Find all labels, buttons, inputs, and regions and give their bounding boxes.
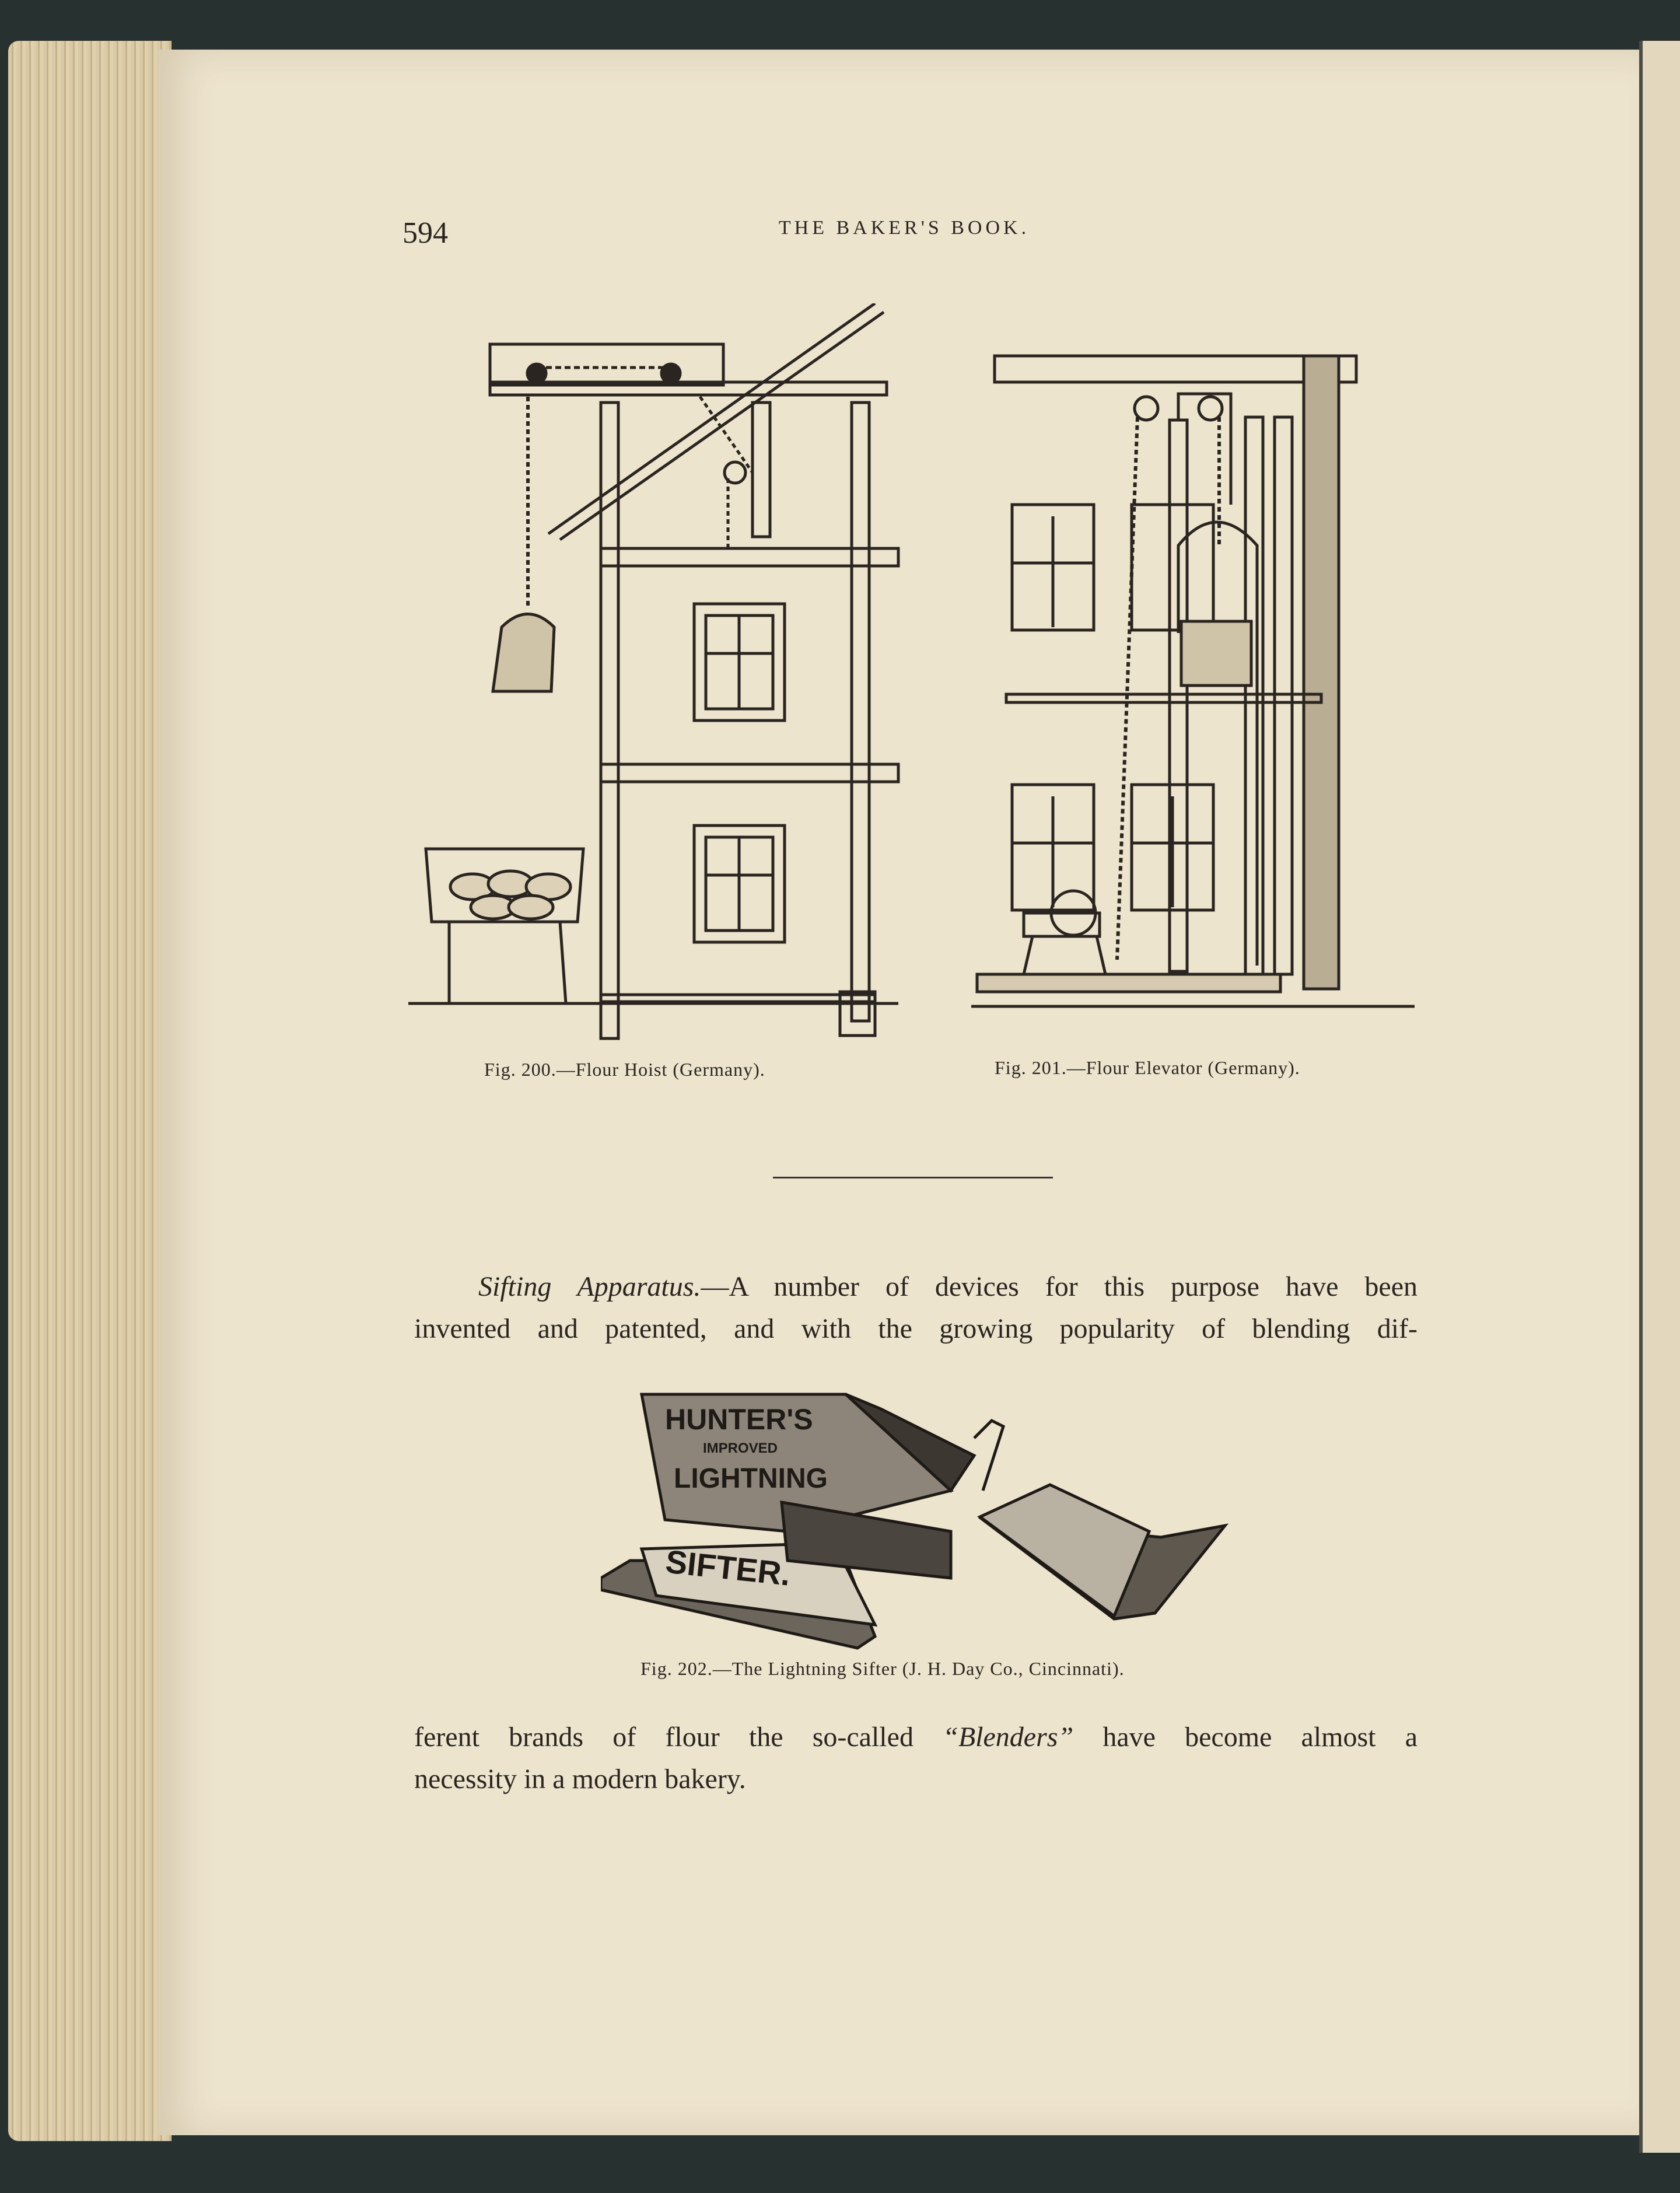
paragraph-2-line-1-pre: ferent brands of flour the so-called bbox=[414, 1722, 943, 1753]
section-divider bbox=[773, 1177, 1053, 1178]
paragraph-2 bbox=[414, 1716, 1418, 1758]
sifter-sign-line-4: SIFTER. bbox=[663, 1543, 793, 1593]
paragraph-2-line-2: necessity in a modern bakery. bbox=[414, 1764, 746, 1795]
blenders-term: “Blenders” bbox=[943, 1722, 1074, 1753]
next-page-edge bbox=[1639, 41, 1680, 2153]
paragraph-1-line-2: invented and patented, and with the growing popularity of blending dif- bbox=[414, 1313, 1418, 1344]
paragraph-2-line-2-block bbox=[414, 1758, 1418, 1800]
page-edges bbox=[8, 41, 172, 2141]
fig-201-caption: Fig. 201.—Flour Elevator (Germany). bbox=[995, 1057, 1300, 1078]
paragraph-2-line-1-post: have become almost a bbox=[1073, 1722, 1418, 1753]
sifter-sign-line-2: IMPROVED bbox=[703, 1440, 778, 1456]
paragraph-1-line-2-block bbox=[414, 1308, 1418, 1350]
fig-200-caption: Fig. 200.—Flour Hoist (Germany). bbox=[484, 1059, 765, 1080]
fig-202-caption: Fig. 202.—The Lightning Sifter (J. H. Day Co., Cincinnati). bbox=[640, 1658, 1125, 1679]
sifting-apparatus-heading: Sifting Apparatus. bbox=[478, 1271, 701, 1302]
flour-elevator-illustration bbox=[971, 353, 1415, 1047]
running-title: THE BAKER'S BOOK. bbox=[778, 217, 1030, 239]
page-number: 594 bbox=[402, 216, 448, 250]
paragraph-1-line-1: —A number of devices for this purpose have been bbox=[701, 1271, 1418, 1302]
sifter-sign-line-1: HUNTER'S bbox=[665, 1403, 813, 1436]
paragraph-1 bbox=[414, 1266, 1418, 1308]
sifter-sign-line-3: LIGHTNING bbox=[674, 1463, 828, 1494]
lightning-sifter-illustration bbox=[601, 1386, 1237, 1654]
flour-hoist-illustration bbox=[408, 303, 910, 1050]
